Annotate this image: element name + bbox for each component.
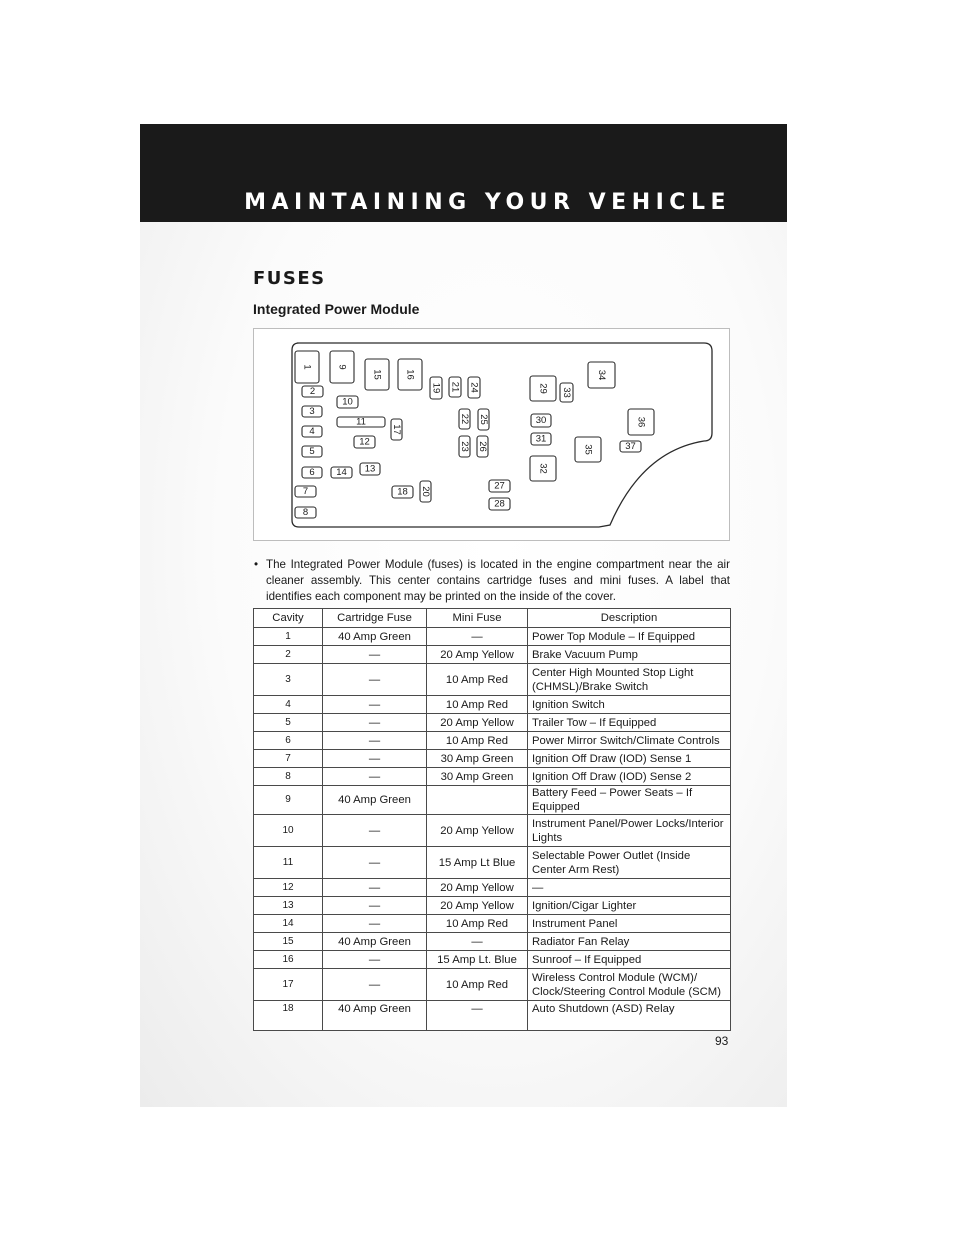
- cartridge-fuse-cell: —: [323, 732, 427, 750]
- fuse-cavity-16: [398, 359, 422, 390]
- mini-fuse-cell: 10 Amp Red: [427, 664, 528, 696]
- fuse-label: 37: [625, 441, 636, 452]
- table-row: [254, 815, 731, 847]
- cartridge-fuse-cell: —: [323, 714, 427, 732]
- fuse-cavity-10: [337, 396, 358, 408]
- fuse-label: 26: [477, 441, 488, 452]
- fuse-cavity-15: [365, 359, 389, 390]
- table-row: [254, 696, 731, 714]
- table-row: [254, 732, 731, 750]
- fuse-label: 23: [459, 441, 470, 452]
- cavity-cell: 17: [254, 969, 323, 1001]
- fuse-label: 3: [309, 406, 315, 417]
- fuse-cavity-20: [420, 481, 431, 502]
- mini-fuse-cell: 20 Amp Yellow: [427, 714, 528, 732]
- table-row: [254, 969, 731, 1001]
- fuse-cavity-18: [392, 486, 413, 498]
- table-row: [254, 786, 731, 815]
- description-cell: Instrument Panel: [528, 915, 731, 933]
- fuse-label: 33: [561, 387, 572, 398]
- cavity-cell: 10: [254, 815, 323, 847]
- fuse-layout-svg: [254, 329, 731, 542]
- fuse-cavity-32: [530, 456, 556, 481]
- description-cell: Ignition Off Draw (IOD) Sense 1: [528, 750, 731, 768]
- fuse-label: 21: [449, 381, 461, 393]
- header-description: Description: [528, 609, 731, 628]
- fuse-cavity-4: [302, 426, 322, 437]
- description-cell: Auto Shutdown (ASD) Relay: [528, 1001, 731, 1031]
- fuse-cavity-31: [531, 433, 551, 445]
- fuse-label: 11: [356, 416, 366, 428]
- mini-fuse-cell: 20 Amp Yellow: [427, 879, 528, 897]
- mini-fuse-cell: 15 Amp Lt Blue: [427, 847, 528, 879]
- cavity-cell: 12: [254, 879, 323, 897]
- table-row: [254, 750, 731, 768]
- description-cell: Center High Mounted Stop Light (CHMSL)/Brake Switch: [528, 664, 731, 696]
- fuse-cavity-22: [459, 409, 470, 429]
- table-row: [254, 714, 731, 732]
- mini-fuse-cell: [427, 786, 528, 815]
- description-cell: Wireless Control Module (WCM)/ Clock/Steering Control Module (SCM): [528, 969, 731, 1001]
- section-title: FUSES: [253, 268, 326, 289]
- cavity-cell: 16: [254, 951, 323, 969]
- cartridge-fuse-cell: —: [323, 847, 427, 879]
- cavity-cell: 4: [254, 696, 323, 714]
- fuse-label: 10: [342, 396, 353, 408]
- fuse-label: 15: [371, 369, 383, 380]
- fuse-cavity-5: [302, 446, 322, 457]
- cavity-cell: 9: [254, 786, 323, 815]
- description-cell: Power Top Module – If Equipped: [528, 628, 731, 646]
- mini-fuse-cell: 10 Amp Red: [427, 696, 528, 714]
- fuse-cavity-26: [477, 436, 488, 457]
- table-row: [254, 1001, 731, 1031]
- table-row: [254, 897, 731, 915]
- cavity-cell: 3: [254, 664, 323, 696]
- table-row: [254, 951, 731, 969]
- cartridge-fuse-cell: —: [323, 646, 427, 664]
- fuse-cavity-1: [295, 351, 319, 383]
- fuse-label: 6: [309, 467, 315, 478]
- fuse-cavity-8: [295, 507, 316, 518]
- fuse-cavity-36: [628, 409, 654, 435]
- cartridge-fuse-cell: —: [323, 664, 427, 696]
- mini-fuse-cell: —: [427, 628, 528, 646]
- fuse-label: 16: [404, 369, 416, 380]
- fuse-label: 17: [391, 424, 402, 435]
- description-cell: Trailer Tow – If Equipped: [528, 714, 731, 732]
- cavity-cell: 13: [254, 897, 323, 915]
- mini-fuse-cell: 20 Amp Yellow: [427, 646, 528, 664]
- cartridge-fuse-cell: —: [323, 696, 427, 714]
- table-row: [254, 768, 731, 786]
- cartridge-fuse-cell: —: [323, 815, 427, 847]
- fuse-label: 7: [302, 486, 309, 497]
- cavity-cell: 8: [254, 768, 323, 786]
- mini-fuse-cell: 30 Amp Green: [427, 768, 528, 786]
- cartridge-fuse-cell: —: [323, 915, 427, 933]
- fuse-cavity-7: [295, 486, 316, 497]
- table-row: [254, 933, 731, 951]
- cartridge-fuse-cell: —: [323, 897, 427, 915]
- fuse-label: 29: [537, 383, 549, 394]
- description-cell: Ignition Off Draw (IOD) Sense 2: [528, 768, 731, 786]
- fuse-cavity-30: [531, 414, 551, 427]
- cavity-cell: 18: [254, 1001, 323, 1031]
- fuse-cavity-35: [575, 437, 601, 462]
- fuse-label: 32: [537, 463, 549, 474]
- fuse-label: 34: [596, 369, 607, 381]
- fuse-label: 12: [359, 436, 370, 448]
- fuse-cavity-37: [620, 441, 641, 452]
- description-cell: Brake Vacuum Pump: [528, 646, 731, 664]
- fuse-label: 35: [582, 444, 594, 455]
- fuse-label: 24: [468, 382, 480, 393]
- cartridge-fuse-cell: 40 Amp Green: [323, 1001, 427, 1031]
- mini-fuse-cell: 10 Amp Red: [427, 969, 528, 1001]
- mini-fuse-cell: 10 Amp Red: [427, 732, 528, 750]
- cavity-cell: 11: [254, 847, 323, 879]
- fuse-label: 8: [302, 507, 309, 518]
- mini-fuse-cell: —: [427, 933, 528, 951]
- mini-fuse-cell: 20 Amp Yellow: [427, 815, 528, 847]
- chapter-title: MAINTAINING YOUR VEHICLE: [244, 190, 731, 215]
- mini-fuse-cell: 20 Amp Yellow: [427, 897, 528, 915]
- cavity-cell: 14: [254, 915, 323, 933]
- cartridge-fuse-cell: 40 Amp Green: [323, 628, 427, 646]
- description-cell: Instrument Panel/Power Locks/Interior Lights: [528, 815, 731, 847]
- cartridge-fuse-cell: 40 Amp Green: [323, 786, 427, 815]
- fuse-cavity-14: [331, 467, 352, 478]
- page-number: 93: [715, 1034, 729, 1048]
- description-cell: Power Mirror Switch/Climate Controls: [528, 732, 731, 750]
- table-header-row: [254, 609, 731, 628]
- fuse-cavity-28: [489, 498, 510, 510]
- cavity-cell: 15: [254, 933, 323, 951]
- cavity-cell: 1: [254, 628, 323, 646]
- fuse-cavity-24: [468, 377, 480, 398]
- description-cell: Ignition Switch: [528, 696, 731, 714]
- mini-fuse-cell: 15 Amp Lt. Blue: [427, 951, 528, 969]
- cartridge-fuse-cell: —: [323, 768, 427, 786]
- header-mini-fuse: Mini Fuse: [427, 609, 528, 628]
- fuse-label: 13: [364, 463, 376, 475]
- cartridge-fuse-cell: —: [323, 750, 427, 768]
- fuse-cavity-34: [588, 362, 615, 388]
- table-row: [254, 628, 731, 646]
- bullet-symbol: •: [254, 558, 259, 571]
- description-cell: Sunroof – If Equipped: [528, 951, 731, 969]
- mini-fuse-cell: 10 Amp Red: [427, 915, 528, 933]
- table-row: [254, 915, 731, 933]
- fuse-label: 4: [309, 426, 315, 437]
- fuse-cavity-33: [560, 383, 573, 402]
- cartridge-fuse-cell: —: [323, 879, 427, 897]
- location-note-text: The Integrated Power Module (fuses) is located in the engine compartment near the air cleaner assembly. This center contains cartridge fuses and mini fuses. A label that identifies each component may be printed on the inside of the cover.: [266, 558, 730, 604]
- fuse-cavity-9: [330, 351, 354, 383]
- table-row: [254, 879, 731, 897]
- header-cavity: Cavity: [254, 609, 323, 628]
- fuse-label: 22: [459, 413, 470, 425]
- fuse-cavity-29: [530, 376, 556, 401]
- fuse-label: 28: [494, 498, 505, 510]
- cartridge-fuse-cell: 40 Amp Green: [323, 933, 427, 951]
- subsection-title: Integrated Power Module: [253, 301, 420, 317]
- fuse-label: 36: [635, 416, 647, 428]
- fuse-cavity-27: [489, 480, 510, 492]
- fuse-cavity-11: [337, 417, 385, 428]
- table-row: [254, 664, 731, 696]
- fuse-label: 19: [430, 382, 442, 394]
- fuse-cavity-21: [449, 377, 461, 397]
- fuse-label: 25: [478, 414, 489, 425]
- fuse-cavity-2: [302, 386, 323, 397]
- cartridge-fuse-cell: —: [323, 969, 427, 1001]
- table-row: [254, 847, 731, 879]
- mini-fuse-cell: 30 Amp Green: [427, 750, 528, 768]
- cavity-cell: 5: [254, 714, 323, 732]
- fuse-label: 2: [309, 386, 316, 397]
- fuse-label: 20: [420, 486, 431, 497]
- fuse-label: 27: [494, 480, 505, 492]
- fuse-cavity-12: [354, 436, 375, 448]
- description-cell: Ignition/Cigar Lighter: [528, 897, 731, 915]
- fuse-cavity-17: [391, 419, 402, 440]
- header-band: [140, 124, 787, 222]
- description-cell: Selectable Power Outlet (Inside Center Arm Rest): [528, 847, 731, 879]
- fuse-label: 14: [336, 467, 347, 478]
- fuse-label: 9: [336, 364, 348, 370]
- cavity-cell: 7: [254, 750, 323, 768]
- description-cell: Battery Feed – Power Seats – If Equipped: [528, 786, 731, 815]
- fuse-cavity-13: [360, 463, 380, 475]
- location-note: [253, 557, 730, 606]
- fuse-cavity-25: [478, 409, 489, 430]
- fuse-label: 5: [309, 446, 315, 457]
- description-cell: —: [528, 879, 731, 897]
- fuse-label: 31: [535, 433, 547, 445]
- fuse-label: 1: [301, 364, 313, 370]
- fuse-label: 18: [397, 486, 408, 498]
- table-row: [254, 646, 731, 664]
- manual-page: [140, 124, 787, 1107]
- cartridge-fuse-cell: —: [323, 951, 427, 969]
- description-cell: Radiator Fan Relay: [528, 933, 731, 951]
- header-cartridge-fuse: Cartridge Fuse: [323, 609, 427, 628]
- cavity-cell: 2: [254, 646, 323, 664]
- mini-fuse-cell: —: [427, 1001, 528, 1031]
- fuse-cavity-3: [302, 406, 322, 417]
- fuse-table: [253, 608, 731, 1031]
- cavity-cell: 6: [254, 732, 323, 750]
- fuse-cavity-23: [459, 436, 470, 457]
- fuse-cavity-19: [430, 377, 442, 399]
- fuse-diagram: [253, 328, 730, 541]
- fuse-label: 30: [535, 415, 547, 426]
- fuse-cavity-6: [302, 467, 322, 478]
